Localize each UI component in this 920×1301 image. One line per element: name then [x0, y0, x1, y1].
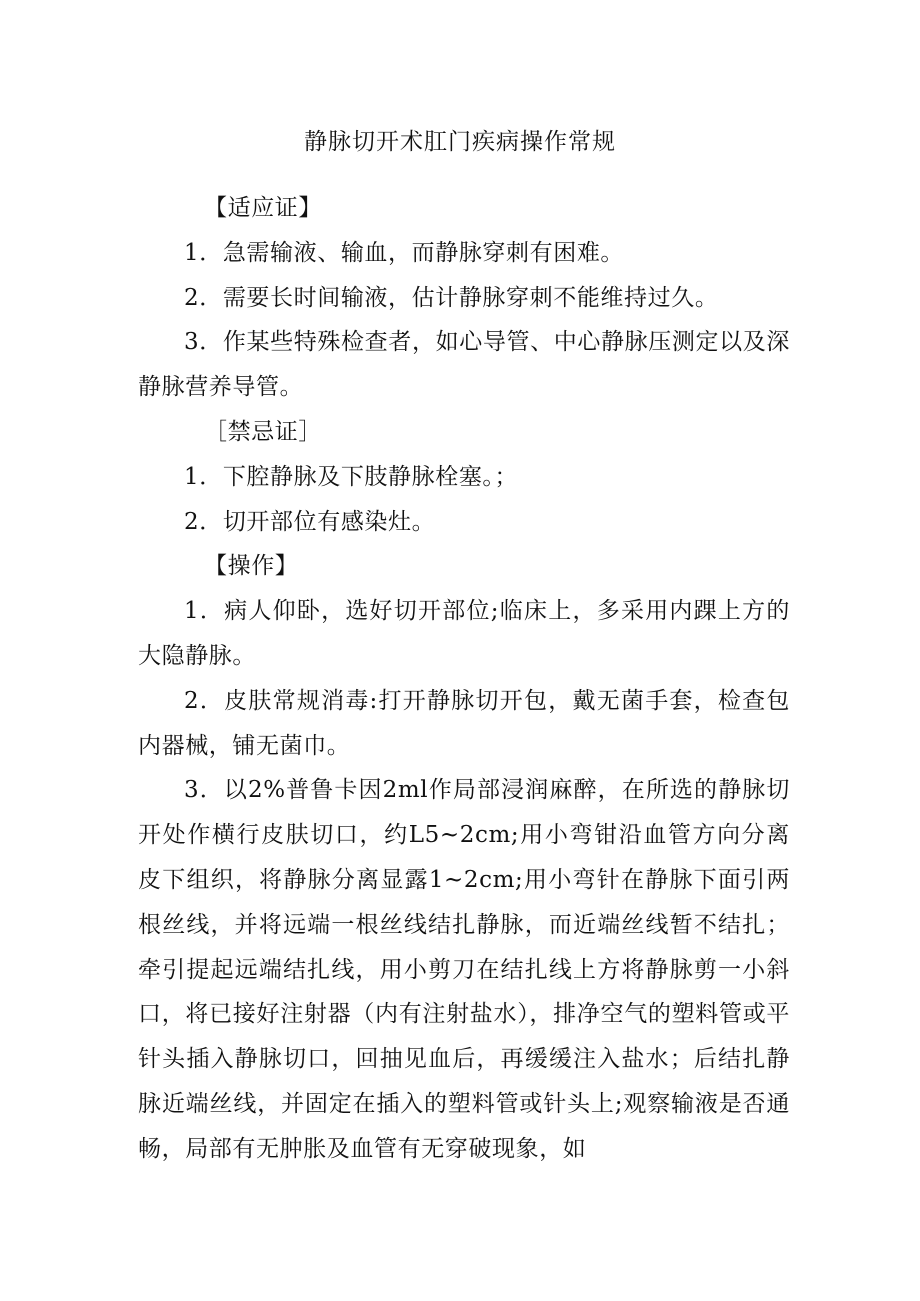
section-heading-procedure: 【操作】: [204, 553, 299, 580]
section-heading-contraindications: ［禁忌证］: [204, 418, 322, 445]
contraindication-item-1: 1．下腔静脉及下肢静脉栓塞。；: [184, 463, 519, 490]
procedure-step-2: 2．皮肤常规消毒:打开静脉切开包，戴无菌手套，检查包内器械，铺无菌巾。: [138, 687, 790, 759]
document-body: [138, 186, 790, 1172]
contraindication-item-2: 2．切开部位有感染灶。: [184, 508, 436, 535]
section-heading-indications: 【适应证】: [204, 195, 322, 221]
document-title: 静脉切开术肛门疾病操作常规: [304, 129, 616, 155]
indication-item-2: 2．需要长时间输液，估计静脉穿刺不能维持过久。: [184, 284, 719, 311]
indication-item-3: 3．作某些特殊检查者，如心导管、中心静脉压测定以及深静脉营养导管。: [138, 329, 790, 401]
indication-item-1: 1．急需输液、输血，而静脉穿刺有困难。: [184, 239, 625, 266]
procedure-step-3: 3．以2%普鲁卡因2ml作局部浸润麻醉，在所选的静脉切开处作横行皮肤切口，约L5~2cm;用小弯钳沿血管方向分离皮下组织，将静脉分离显露1~2cm;用小弯针在静脉下面引两根丝线，并将远端一根丝线结扎静脉，而近端丝线暂不结扎；牵引提起远端结扎线，用小剪刀在结扎线上方将静脉剪一小斜口，将已接好注射器（内有注射盐水），排净空气的塑料管或平针头插入静脉切口，回抽见血后，再缓缓注入盐水；后结扎静脉近端丝线，并固定在插入的塑料管或针头上;观察输液是否通畅，局部有无肿胀及血管有无穿破现象，如: [138, 777, 790, 1162]
procedure-step-1: 1．病人仰卧，选好切开部位;临床上，多采用内踝上方的大隐静脉。: [138, 598, 790, 669]
